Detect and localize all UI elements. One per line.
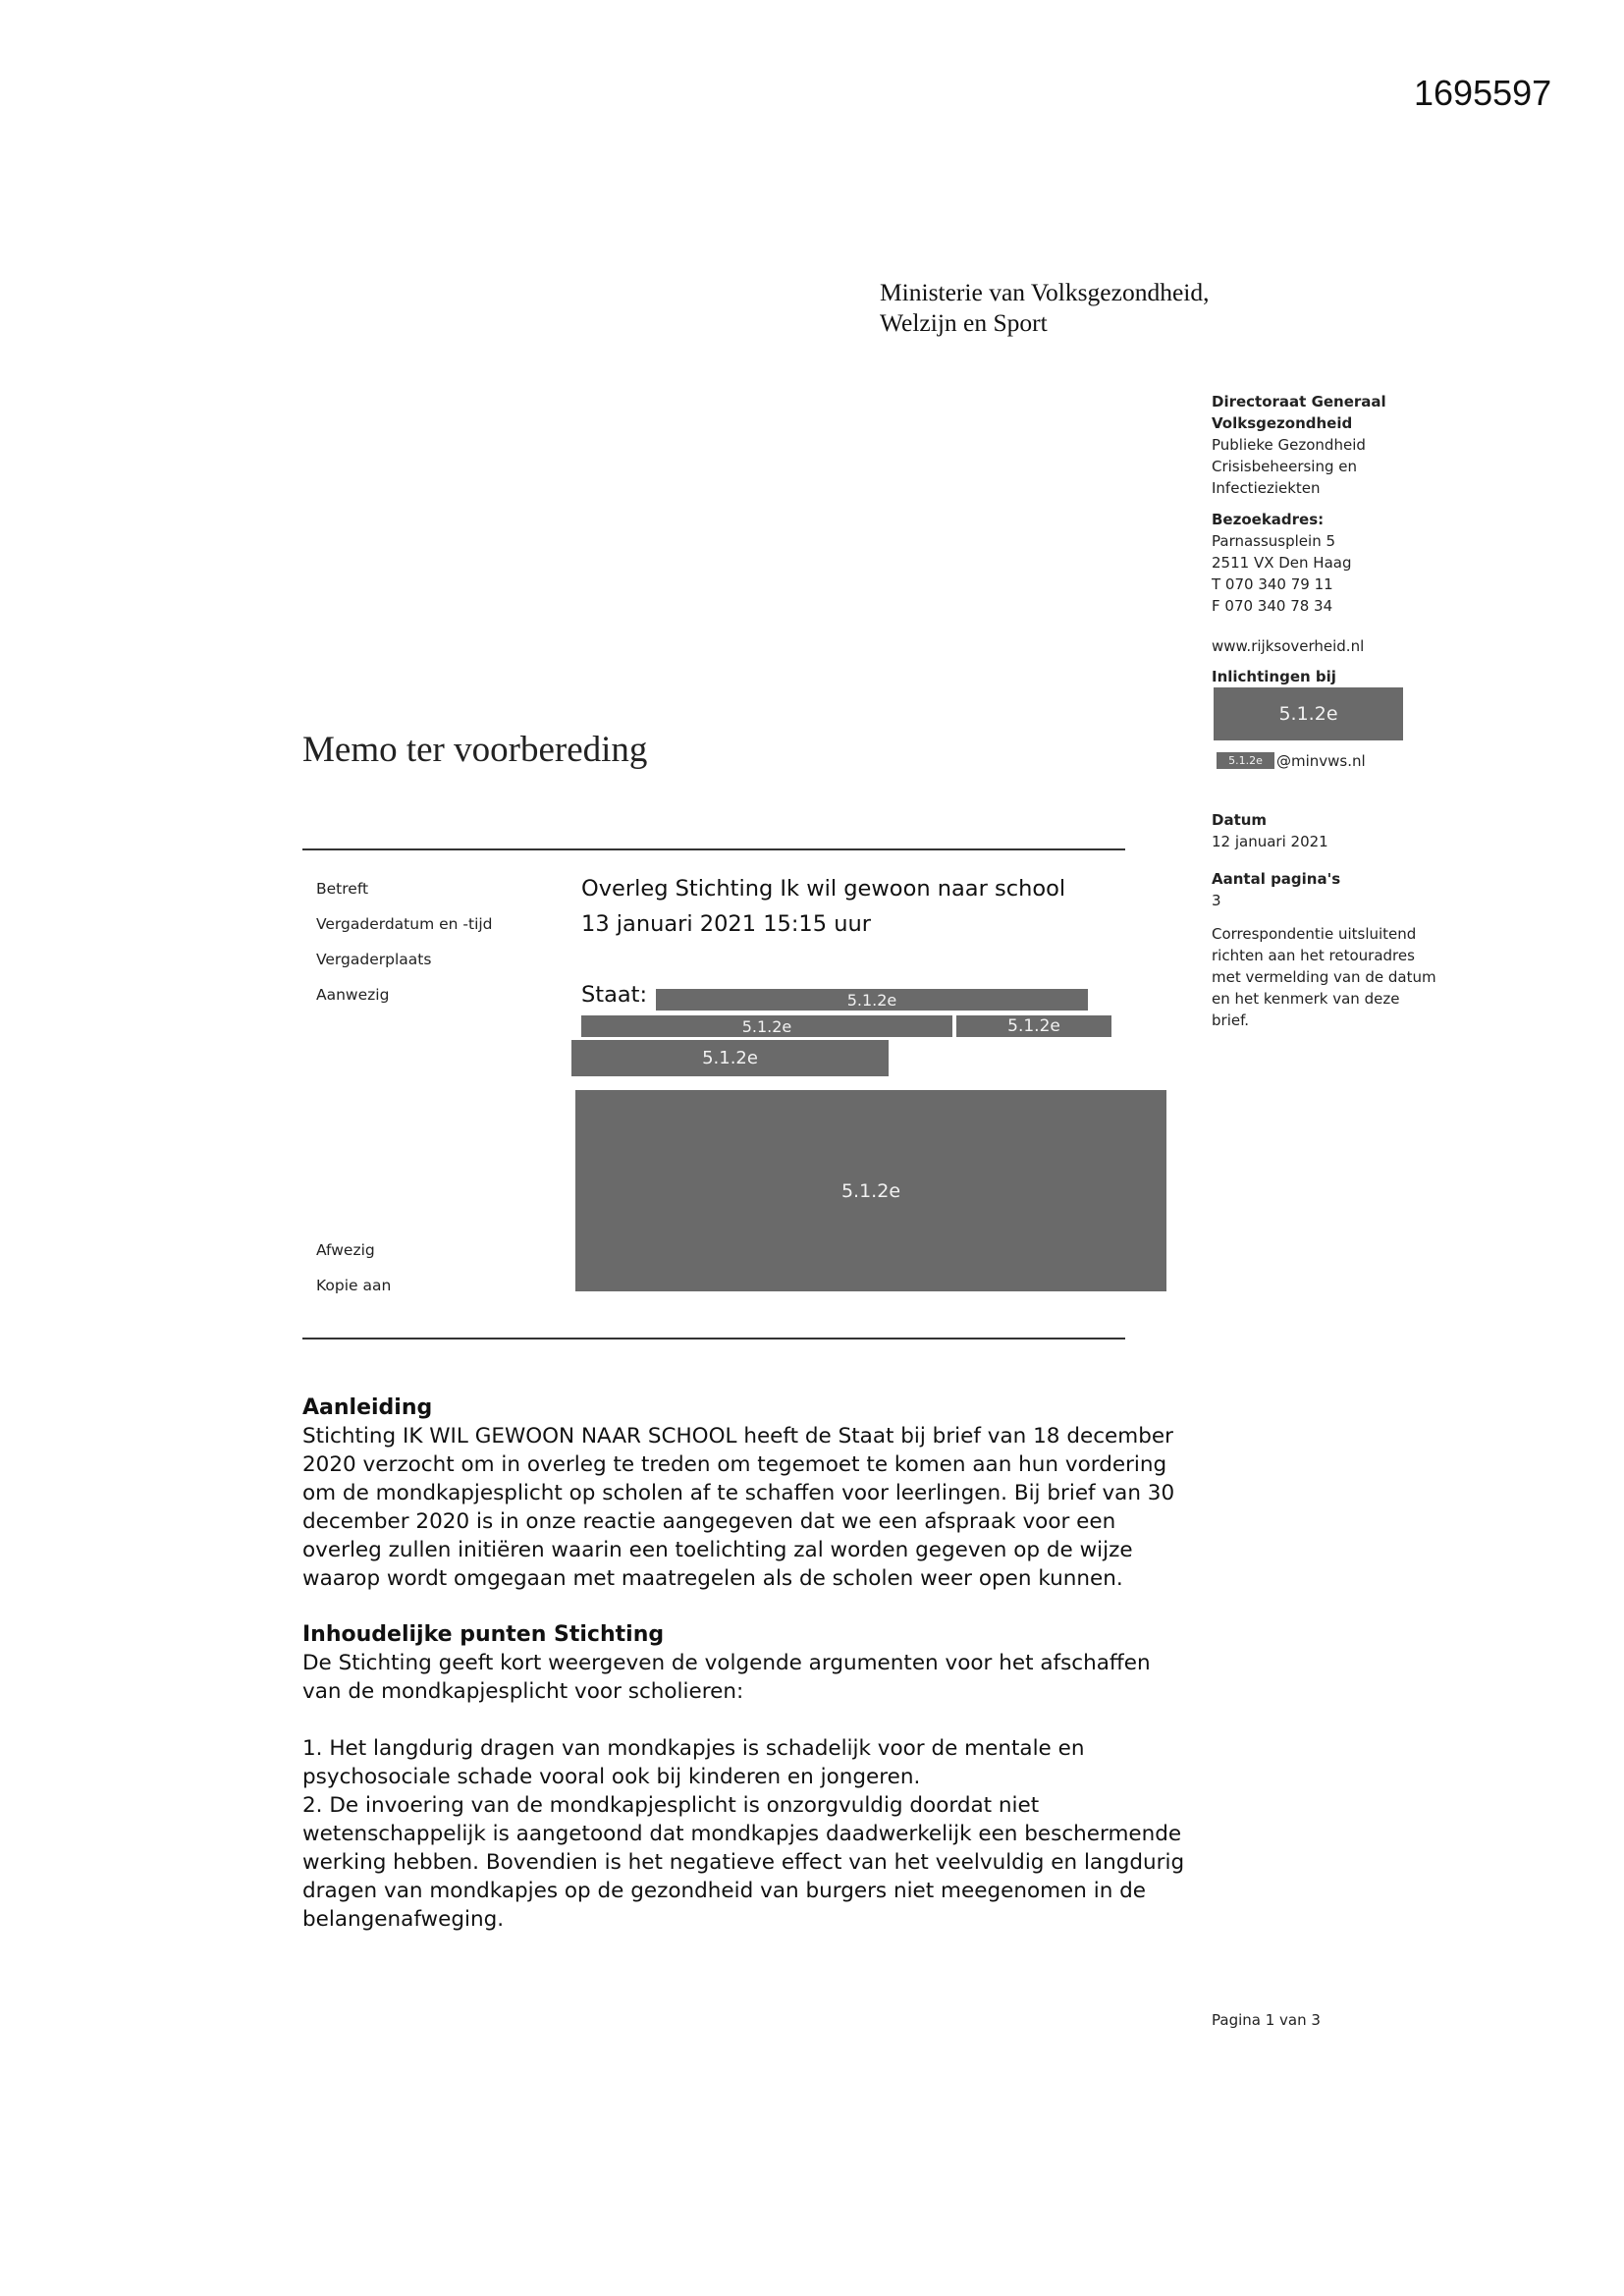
correspondence-note [1212, 923, 1467, 1031]
point2-line-1: 2. De invoering van de mondkapjesplicht is onzorgvuldig doordat niet [302, 1793, 1040, 1818]
date-label: Datum [1212, 811, 1268, 829]
label-aanwezig: Aanwezig [316, 986, 390, 1004]
value-staat-label: Staat: [581, 982, 648, 1008]
label-betreft: Betreft [316, 880, 369, 898]
ministry-name-line2: Welzijn en Sport [880, 308, 1048, 337]
info-label: Inlichtingen bij [1212, 668, 1336, 685]
point2-line-3: werking hebben. Bovendien is het negatieve effect van het veelvuldig en langdurig [302, 1850, 1185, 1875]
point1-line-1: 1. Het langdurig dragen van mondkapjes is schadelijk voor de mentale en [302, 1736, 1085, 1761]
redaction-info-contact: 5.1.2e [1214, 687, 1403, 740]
pages-label: Aantal pagina's [1212, 870, 1341, 888]
address-line2: 2511 VX Den Haag [1212, 554, 1352, 572]
org-line1: Directoraat Generaal [1212, 393, 1386, 410]
pages-value: 3 [1212, 892, 1221, 909]
note-line2: richten aan het retouradres [1212, 947, 1415, 964]
label-vergaderplaats: Vergaderplaats [316, 951, 432, 968]
label-vergaderdatum: Vergaderdatum en -tijd [316, 915, 493, 933]
label-afwezig: Afwezig [316, 1241, 375, 1259]
fax-number: F 070 340 78 34 [1212, 597, 1333, 615]
value-vergaderdatum: 13 januari 2021 15:15 uur [581, 911, 871, 937]
memo-title: Memo ter voorbereding [302, 730, 648, 770]
point2-line-5: belangenafweging. [302, 1907, 505, 1932]
heading-inhoudelijke-punten: Inhoudelijke punten Stichting [302, 1622, 665, 1647]
value-betreft: Overleg Stichting Ik wil gewoon naar school [581, 876, 1066, 902]
address-line1: Parnassusplein 5 [1212, 532, 1336, 550]
aanleiding-line-1: Stichting IK WIL GEWOON NAAR SCHOOL heeft de Staat bij brief van 18 december [302, 1424, 1173, 1449]
heading-aanleiding: Aanleiding [302, 1395, 433, 1420]
redaction-aanwezig-2: 5.1.2e [581, 1015, 952, 1037]
note-line5: brief. [1212, 1011, 1250, 1029]
point1-line-2: psychosociale schade vooral ook bij kinderen en jongeren. [302, 1765, 921, 1789]
divider-top [302, 848, 1125, 850]
point2-line-2: wetenschappelijk is aangetoond dat mondkapjes daadwerkelijk een beschermende [302, 1822, 1182, 1846]
document-number: 1695597 [1414, 73, 1552, 113]
section-aanleiding [302, 1394, 1206, 1593]
aanleiding-line-4: december 2020 is in onze reactie aangegeven dat we een afspraak voor een [302, 1509, 1116, 1534]
point2-line-4: dragen van mondkapjes op de gezondheid van burgers niet meegenomen in de [302, 1879, 1147, 1903]
divider-bottom [302, 1338, 1125, 1339]
aanleiding-line-3: om de mondkapjesplicht op scholen af te schaffen voor leerlingen. Bij brief van 30 [302, 1481, 1175, 1505]
punten-intro-line-2: van de mondkapjesplicht voor scholieren: [302, 1679, 744, 1704]
punten-intro-line-1: De Stichting geeft kort weergeven de volgende argumenten voor het afschaffen [302, 1651, 1151, 1675]
note-line4: en het kenmerk van deze [1212, 990, 1400, 1008]
aanleiding-line-6: waarop wordt omgegaan met maatregelen als de scholen weer open kunnen. [302, 1566, 1123, 1591]
note-line3: met vermelding van de datum [1212, 968, 1436, 986]
ministry-name-line1: Ministerie van Volksgezondheid, [880, 278, 1210, 306]
sidebar-pages [1212, 868, 1467, 911]
sidebar-address [1212, 509, 1467, 617]
date-value: 12 januari 2021 [1212, 833, 1328, 850]
dept-line2: Crisisbeheersing en [1212, 458, 1358, 475]
note-line1: Correspondentie uitsluitend [1212, 925, 1417, 943]
dept-line3: Infectieziekten [1212, 479, 1321, 497]
section-inhoudelijke-punten [302, 1620, 1206, 1934]
redaction-aanwezig-3: 5.1.2e [956, 1015, 1111, 1037]
ministry-name [880, 277, 1209, 338]
aanleiding-line-2: 2020 verzocht om in overleg te treden om tegemoet te komen aan hun vordering [302, 1452, 1167, 1477]
phone-number: T 070 340 79 11 [1212, 575, 1333, 593]
website-link[interactable]: www.rijksoverheid.nl [1212, 637, 1365, 655]
redaction-email: 5.1.2e [1217, 752, 1274, 769]
visit-address-label: Bezoekadres: [1212, 511, 1325, 528]
redaction-aanwezig-4: 5.1.2e [571, 1040, 889, 1076]
label-kopie-aan: Kopie aan [316, 1277, 392, 1294]
sidebar-org [1212, 391, 1467, 499]
redaction-aanwezig-5: 5.1.2e [575, 1090, 1166, 1291]
sidebar-date [1212, 809, 1467, 852]
page-number: Pagina 1 van 3 [1212, 2011, 1321, 2029]
dept-line1: Publieke Gezondheid [1212, 436, 1366, 454]
contact-email [1217, 750, 1366, 771]
aanleiding-line-5: overleg zullen initiëren waarin een toelichting zal worden gegeven op de wijze [302, 1538, 1133, 1562]
org-line2: Volksgezondheid [1212, 414, 1353, 432]
redaction-aanwezig-1: 5.1.2e [656, 989, 1088, 1011]
email-domain: @minvws.nl [1276, 751, 1366, 770]
